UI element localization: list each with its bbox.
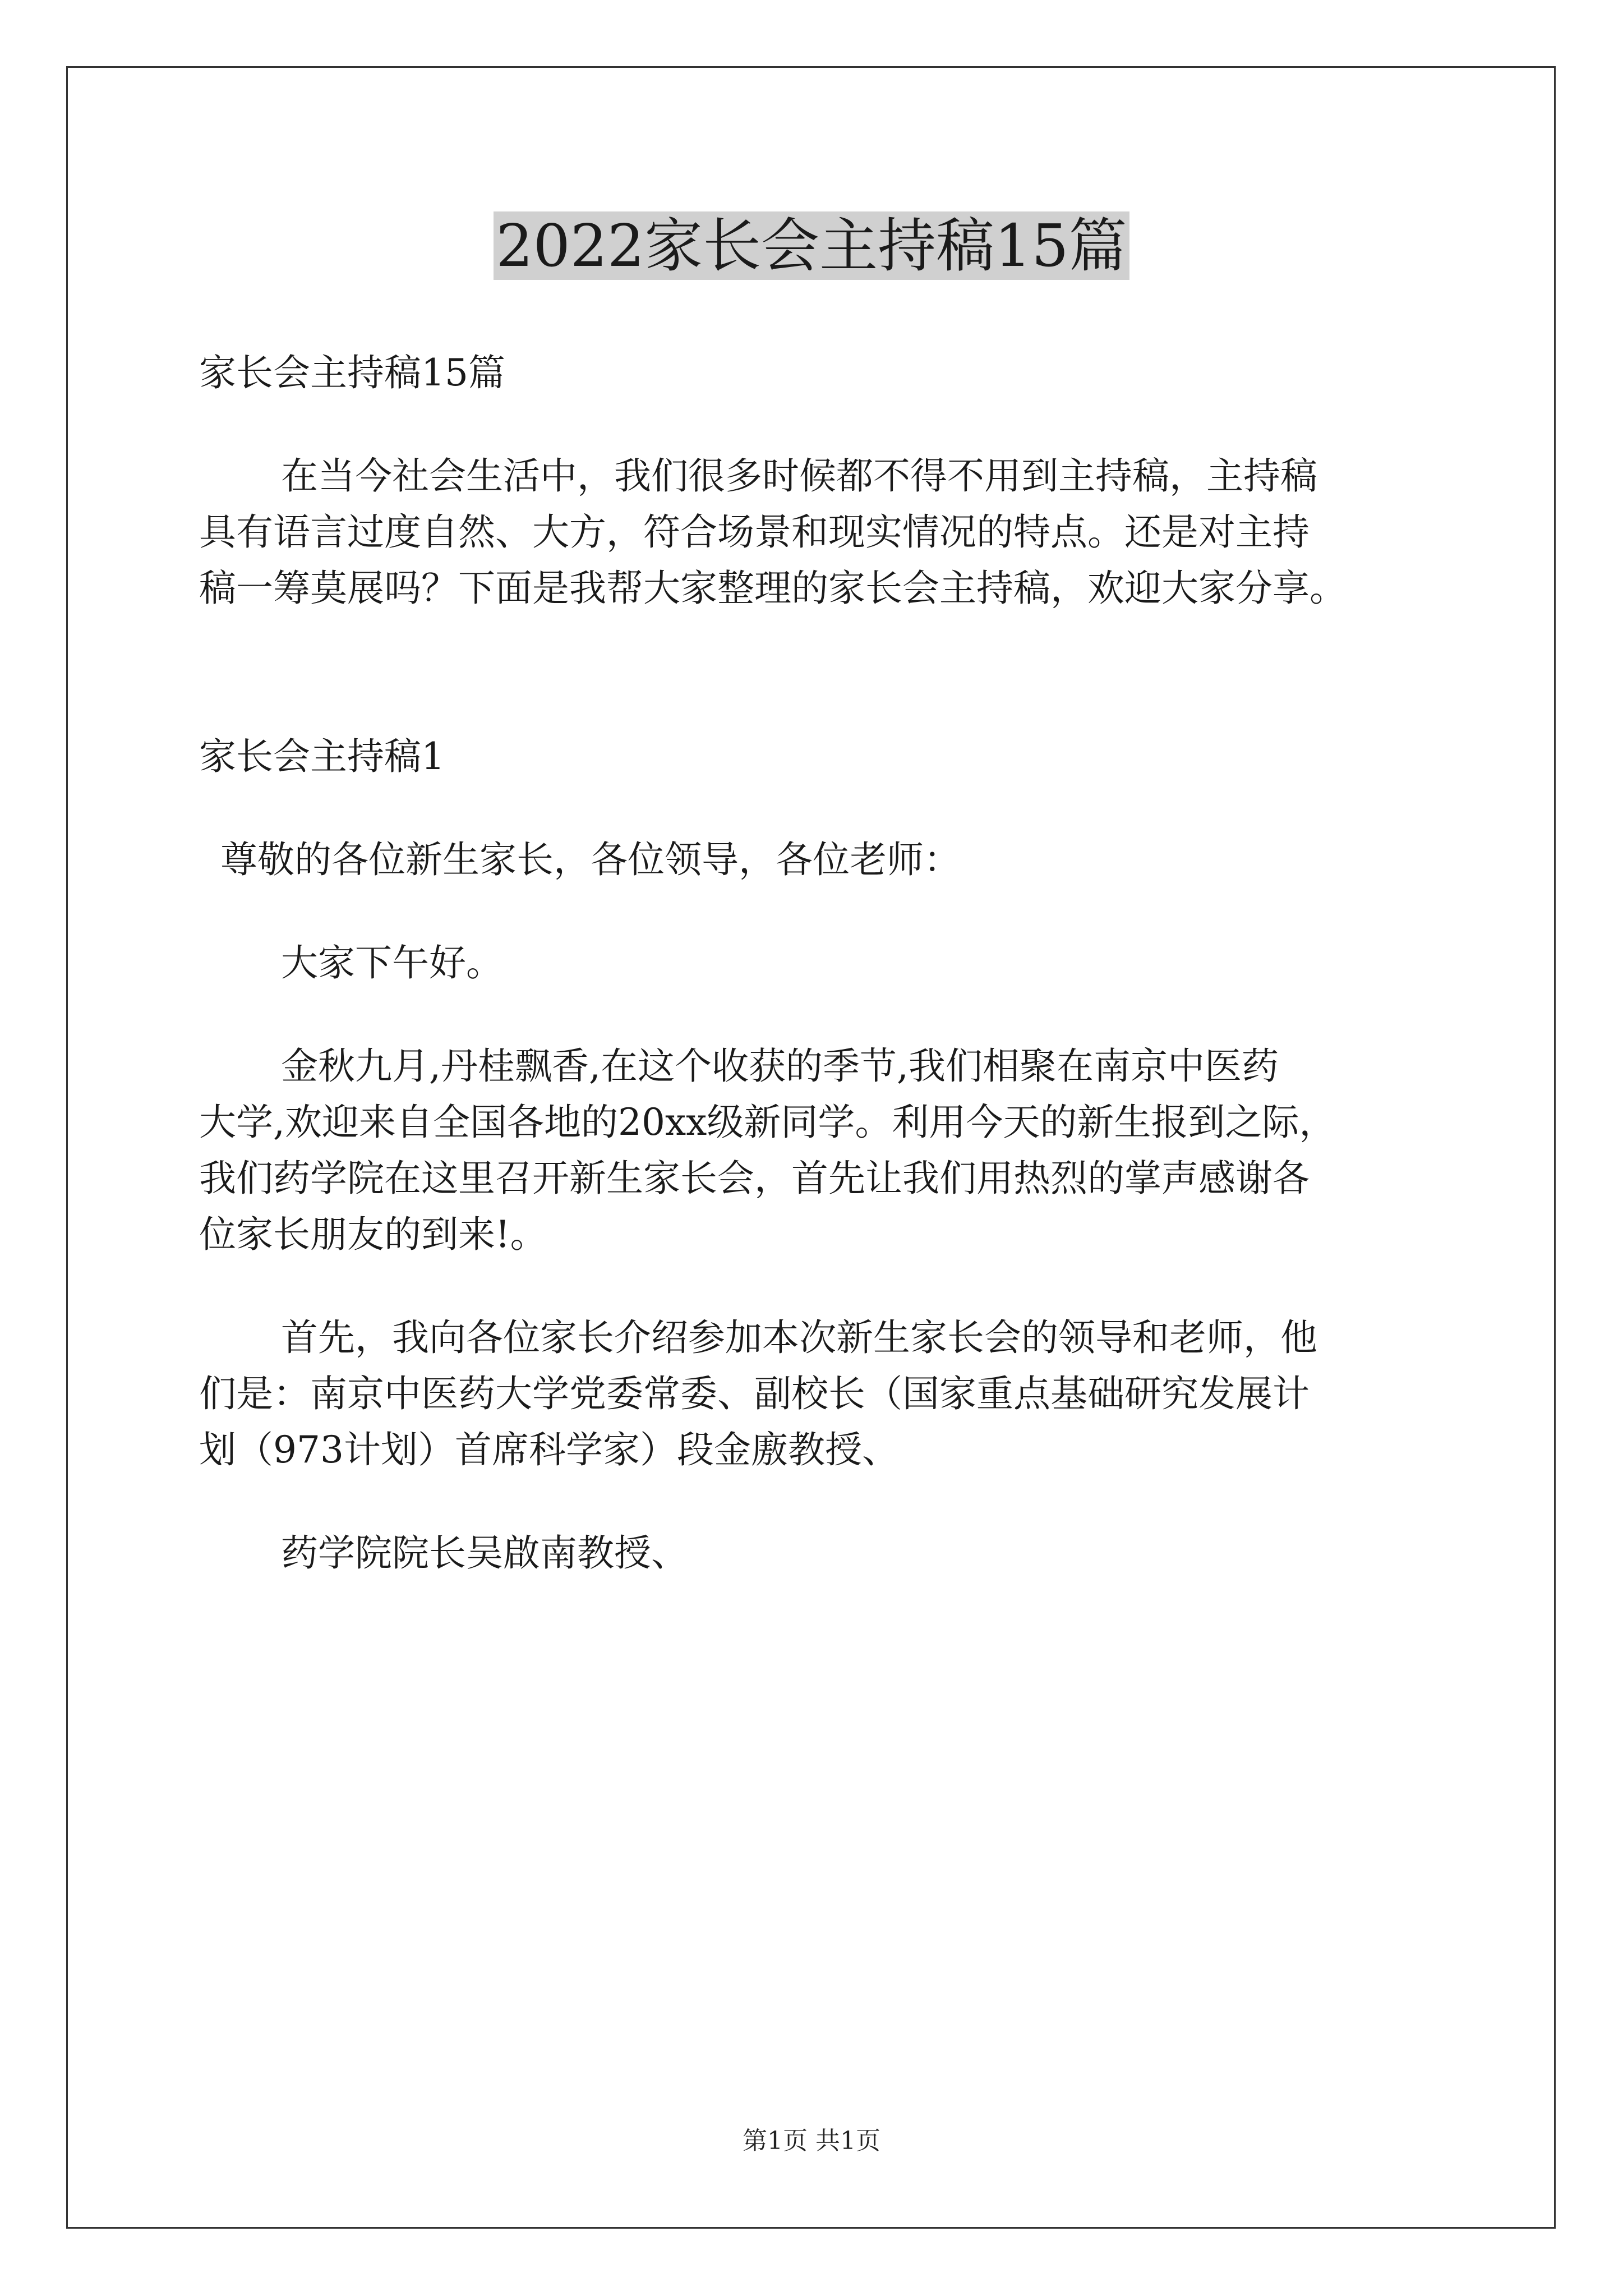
paragraph-line: 位家长朋友的到来!。 <box>199 1213 547 1256</box>
paragraph-line: 们是：南京中医药大学党委常委、副校长（国家重点基础研究发展计 <box>199 1372 1310 1415</box>
document-title <box>0 206 1623 285</box>
intro-line: 在当今社会生活中，我们很多时候都不得不用到主持稿，主持稿 <box>281 454 1317 498</box>
intro-line: 稿一筹莫展吗？下面是我帮大家整理的家长会主持稿，欢迎大家分享。 <box>199 567 1347 610</box>
paragraph-1 <box>199 1038 1433 1263</box>
section-heading: 家长会主持稿1 <box>199 735 445 778</box>
greeting: 大家下午好。 <box>281 941 503 984</box>
paragraph-2 <box>199 1310 1433 1478</box>
paragraph-line: 首先，我向各位家长介绍参加本次新生家长会的领导和老师，他 <box>281 1316 1317 1359</box>
document-title-text: 2022家长会主持稿15篇 <box>494 211 1129 280</box>
paragraph-line: 金秋九月,丹桂飘香,在这个收获的季节,我们相聚在南京中医药 <box>281 1045 1279 1088</box>
document-subtitle: 家长会主持稿15篇 <box>199 351 505 394</box>
document-body <box>199 345 1433 1581</box>
paragraph-line: 我们药学院在这里召开新生家长会，首先让我们用热烈的掌声感谢各 <box>199 1157 1310 1200</box>
paragraph-line: 划（973计划）首席科学家）段金廒教授、 <box>199 1428 899 1471</box>
paragraph-3 <box>199 1525 1433 1581</box>
intro-paragraph <box>199 448 1433 616</box>
intro-line: 具有语言过度自然、大方，符合场景和现实情况的特点。还是对主持 <box>199 510 1310 554</box>
paragraph-line: 大学,欢迎来自全国各地的20xx级新同学。利用今天的新生报到之际， <box>199 1101 1336 1144</box>
paragraph-line: 药学院院长吴啟南教授、 <box>281 1531 688 1575</box>
page-footer: 第1页 共1页 <box>743 2127 880 2155</box>
salutation: 尊敬的各位新生家长，各位领导，各位老师： <box>220 838 961 881</box>
